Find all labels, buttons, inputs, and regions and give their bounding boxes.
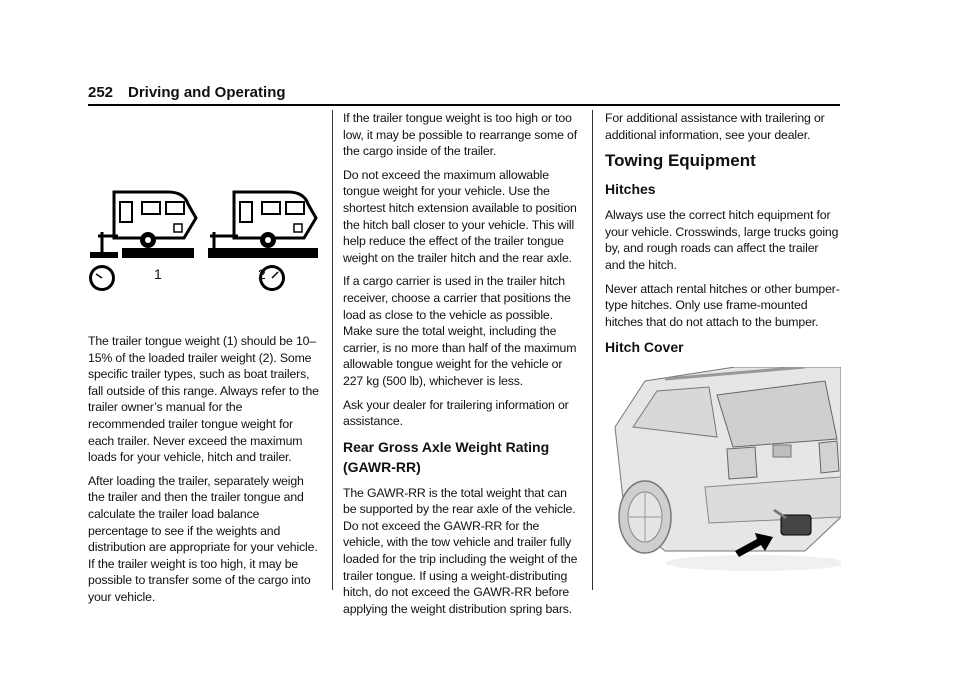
col3-paragraph-2: Always use the correct hitch equipment for your vehicle. Crosswinds, large trucks going by, and rough roads can affect the trailer and the hitch. xyxy=(605,208,839,272)
figure-label-2: 2 xyxy=(258,266,266,282)
gawr-heading: Rear Gross Axle Weight Rating (GAWR-RR) xyxy=(343,438,550,475)
hitches-heading: Hitches xyxy=(605,181,656,198)
column-2 xyxy=(343,110,580,624)
page-number: 252 xyxy=(88,84,114,101)
col3-paragraph-1: For additional assistance with trailering or additional information, see your dealer. xyxy=(605,111,825,142)
page-header xyxy=(88,84,840,106)
col2-paragraph-5: The GAWR-RR is the total weight that can be supported by the rear axle of the vehicle. Do not exceed the GAWR-RR for the vehicle, with the tow vehicle and trailer fully loaded for the trip including the weight of the trailer tongue. If using a weight-distributing hitch, do not exceed the GAWR-RR before applying the weight distribution spring bars. xyxy=(343,485,578,616)
col1-paragraph-2: After loading the trailer, separately weigh the trailer and then the trailer tongue and calculate the trailer load balance percentage to see if the weights and distribution are appropriate for your vehicle. If the trailer weight is too high, it may be possible to transfer some of the cargo into your vehicle. xyxy=(88,473,318,604)
column-divider-1 xyxy=(332,110,333,590)
col2-paragraph-4: Ask your dealer for trailering information or assistance. xyxy=(343,397,569,429)
col2-paragraph-1: If the trailer tongue weight is too high or too low, it may be possible to rearrange some of the cargo inside of the trailer. xyxy=(343,111,577,159)
column-divider-2 xyxy=(592,110,593,590)
hitch-cover-heading: Hitch Cover xyxy=(605,339,684,356)
vehicle-hitch-cover-illustration xyxy=(605,367,841,583)
col2-paragraph-3: If a cargo carrier is used in the trailer hitch receiver, choose a carrier that positions the load as close to the vehicle as possible. Make sure the total weight, including the carrier, is no more than half of the maximum allowable tongue weight for the vehicle or 227 kg (500 lb), whichever is less. xyxy=(343,274,577,388)
section-title: Driving and Operating xyxy=(128,84,286,101)
column-3 xyxy=(605,110,841,588)
trailer-scales-illustration xyxy=(88,156,320,306)
col3-paragraph-3: Never attach rental hitches or other bumper-type hitches. Only use frame-mounted hitches that do not attach to the bumper. xyxy=(605,281,840,329)
column-1 xyxy=(88,110,320,613)
col1-paragraph-1: The trailer tongue weight (1) should be 10–15% of the loaded trailer weight (2). Some specific trailer types, such as boat trailers, fall outside of this range. Always refer to the trailer owner’s manual for the recommended trailer tongue weight for each trailer. Never exceed the maximum loads for your vehicle, hitch and trailer. xyxy=(88,334,319,465)
header-rule xyxy=(88,104,840,106)
figure-label-1: 1 xyxy=(154,266,162,282)
trailer-1-graphic xyxy=(89,192,196,291)
col2-paragraph-2: Do not exceed the maximum allowable tongue weight for your vehicle. Use the shortest hitch extension available to position the hitch ball closer to your vehicle. This will help reduce the effect of the trailer tongue weight on the trailer hitch and the rear axle. xyxy=(343,167,577,265)
towing-equipment-heading: Towing Equipment xyxy=(605,151,756,171)
